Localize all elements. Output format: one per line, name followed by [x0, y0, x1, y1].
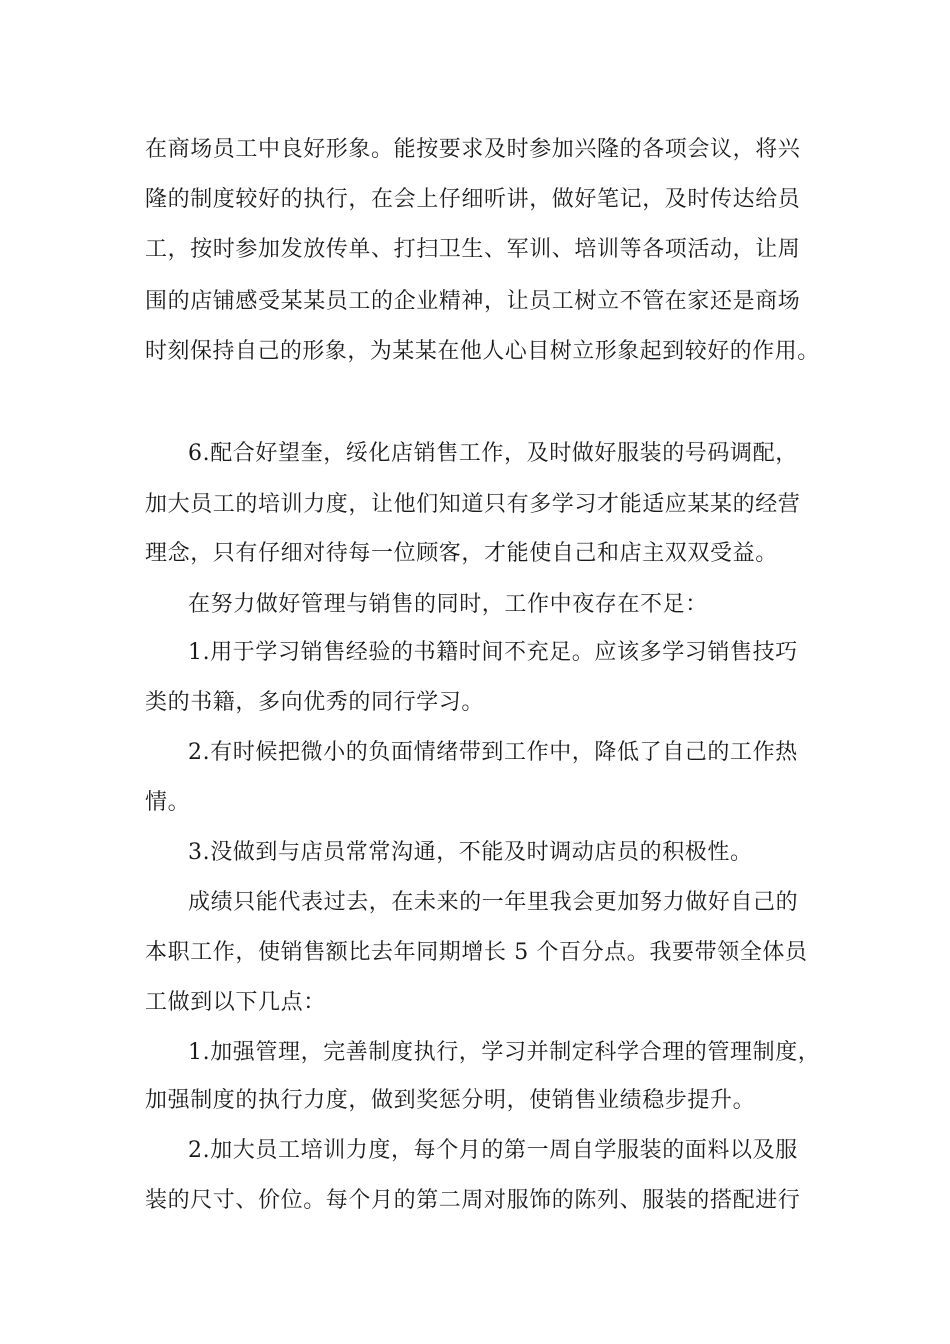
text-line: 时刻保持自己的形象，为某某在他人心目树立形象起到较好的作用。 — [145, 339, 820, 364]
text-line: 在努力做好管理与销售的同时，工作中夜存在不足： — [188, 592, 708, 617]
text-line: 理念，只有仔细对待每一位顾客，才能使自己和店主双双受益。 — [145, 541, 778, 566]
text-line: 装的尺寸、价位。每个月的第二周对服饰的陈列、服装的搭配进行 — [145, 1188, 801, 1213]
text-line: 2.有时候把微小的负面情绪带到工作中，降低了自己的工作热 — [188, 740, 798, 765]
text-line: 加大员工的培训力度，让他们知道只有多学习才能适应某某的经营 — [145, 492, 801, 517]
text-line: 加强制度的执行力度，做到奖惩分明，使销售业绩稳步提升。 — [145, 1088, 756, 1113]
text-line: 3.没做到与店员常常沟通，不能及时调动店员的积极性。 — [188, 840, 753, 865]
text-line: 在商场员工中良好形象。能按要求及时参加兴隆的各项会议，将兴 — [145, 137, 801, 162]
text-line: 本职工作，使销售额比去年同期增长 5 个百分点。我要带领全体员 — [145, 940, 808, 965]
text-line: 工做到以下几点： — [145, 990, 326, 1015]
text-line: 围的店铺感受某某员工的企业精神，让员工树立不管在家还是商场 — [145, 289, 801, 314]
text-line: 1.用于学习销售经验的书籍时间不充足。应该多学习销售技巧 — [188, 640, 798, 665]
text-line: 2.加大员工培训力度，每个月的第一周自学服装的面料以及服 — [188, 1138, 798, 1163]
text-line: 隆的制度较好的执行，在会上仔细听讲，做好笔记，及时传达给员 — [145, 187, 801, 212]
text-line: 成绩只能代表过去，在未来的一年里我会更加努力做好自己的 — [188, 890, 799, 915]
text-line: 工，按时参加发放传单、打扫卫生、军训、培训等各项活动，让周 — [145, 237, 801, 262]
text-line: 1.加强管理，完善制度执行，学习并制定科学合理的管理制度， — [188, 1040, 821, 1065]
text-line: 情。 — [145, 790, 191, 815]
text-line: 类的书籍，多向优秀的同行学习。 — [145, 690, 485, 715]
text-line: 6.配合好望奎，绥化店销售工作，及时做好服装的号码调配， — [188, 441, 798, 466]
